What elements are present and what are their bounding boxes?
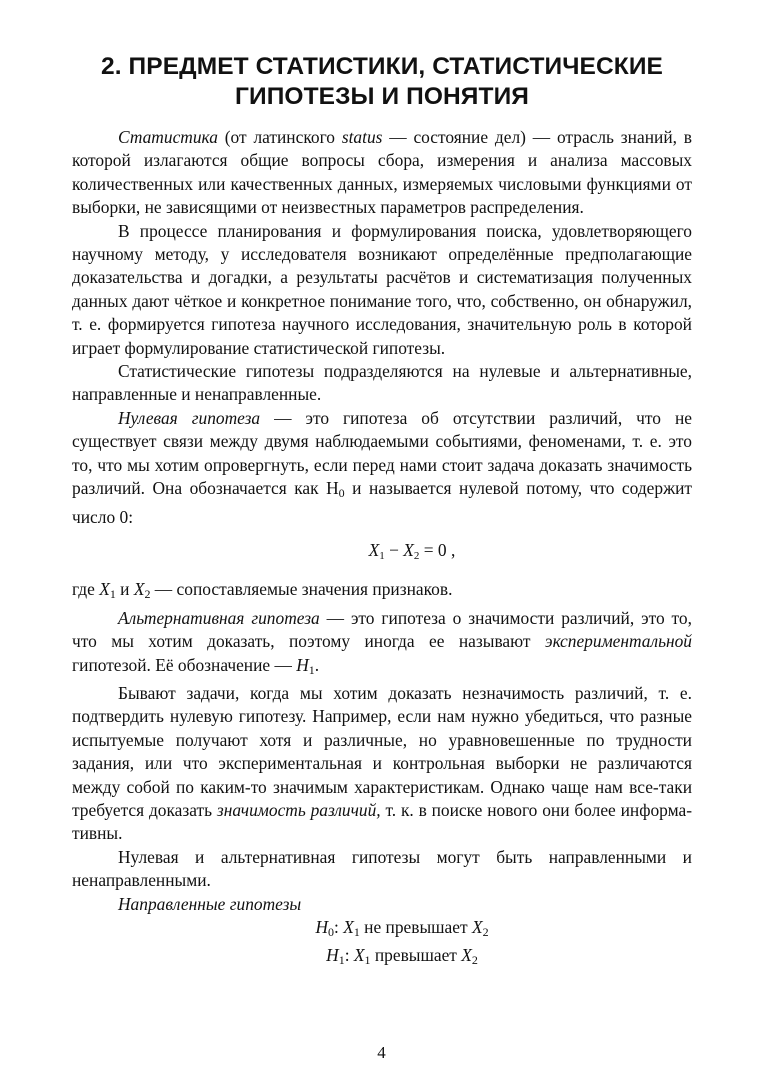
text-fragment: и называется нулевой потому, что содержит число 0: <box>72 478 693 527</box>
formula-var: X <box>461 945 472 966</box>
term-alternative-hypothesis: Альтернативная гипотеза <box>118 607 320 628</box>
subscript: 1 <box>308 662 315 677</box>
subscript: 2 <box>471 953 478 968</box>
formula-null <box>72 539 692 568</box>
paragraph-alternative-hypothesis <box>72 607 692 682</box>
text-fragment: не превышает <box>359 917 472 937</box>
directed-hypotheses-heading <box>72 893 692 916</box>
text-fragment: — это гипотеза об отсутствии различий, что не существует связи между двумя наблюдаемыми событиями, феноменами, т. е. это то, что мы хотим опровергнуть, если перед нами стоит задача доказать значимость различий. Она обозначается как H <box>72 407 692 499</box>
text-fragment: — сопоставляемые значения признаков. <box>150 579 453 600</box>
formula-var: H <box>296 654 309 675</box>
text-fragment: — состояние дел) — отрасль знаний, в которой излагаются общие вопросы сбора, измерения и анализа массовых количественных или качественных данных, измеряемых числовыми функциями от выборки, не зависящими от неизвестных параметров распределения. <box>72 127 693 218</box>
chapter-title-line-1: 2. ПРЕДМЕТ СТАТИСТИКИ, СТАТИСТИЧЕСКИЕ <box>101 53 663 80</box>
chapter-title <box>72 52 692 112</box>
text-fragment: т. к. в поиске нового они более информативны. <box>72 799 692 844</box>
formula-operator: − <box>384 539 404 560</box>
subscript: 0 <box>328 925 334 939</box>
subscript: 2 <box>413 549 420 562</box>
text-fragment: : <box>344 945 354 966</box>
formula-rhs: = 0 , <box>419 539 456 560</box>
paragraph-hypothesis-types: Статистические гипотезы подразделяются на нулевые и альтернативные, направленные и ненаправленные. <box>72 361 692 405</box>
subscript: 2 <box>144 587 151 602</box>
subscript: 1 <box>338 953 345 968</box>
term-experimental: экспериментальной <box>544 631 692 652</box>
text-fragment: превышает <box>370 945 462 966</box>
term-null-hypothesis: Нулевая гипотеза <box>118 407 261 428</box>
latin-word: status <box>341 127 383 147</box>
text-fragment: : <box>334 917 344 937</box>
formula-var: X <box>133 579 145 600</box>
subscript: 1 <box>364 953 371 968</box>
formula-var: X <box>343 917 354 937</box>
paragraph-null-hypothesis <box>72 407 692 529</box>
text-fragment: — это гипотеза о значимости различий, это то, что мы хотим доказать, поэтому иногда ее называют <box>72 607 692 652</box>
page-number: 4 <box>377 1043 386 1062</box>
formula-var: X <box>353 945 365 966</box>
formula-var: H <box>315 917 328 937</box>
formula-var: X <box>403 539 414 560</box>
text-fragment: (от латинского <box>217 127 342 147</box>
paragraph-statistics-definition <box>72 126 692 220</box>
text-fragment: и <box>115 579 134 600</box>
paragraph-directed-undirected: Нулевая и альтернативная гипотезы могут быть направленными и ненаправленными. <box>72 846 692 891</box>
term-statistics: Статистика <box>118 127 218 147</box>
formula-var: H <box>326 945 339 966</box>
paragraph-insignificance-tasks <box>72 682 692 846</box>
subscript: 1 <box>379 549 385 562</box>
subscript: 1 <box>109 587 116 602</box>
heading-text: Направленные гипотезы <box>118 893 302 914</box>
directed-h0 <box>72 916 692 944</box>
paragraph-research-hypothesis: В процессе планирования и формулирования поиска, удовлетворяющего научному методу, у исследователя возникают определённые предполагающие доказательства и догадки, а результаты расчётов и систематизация полученных данных дают чёткое и конкретное понимание того, что, собственно, он обнаружил, т. е. формируется гипотеза научного исследования, значительную роль в которой играет формулирование статистической гипотезы. <box>72 220 692 358</box>
subscript: 1 <box>353 925 360 939</box>
formula-var: X <box>368 539 380 560</box>
subscript: 2 <box>482 925 489 939</box>
paragraph-formula-explanation <box>72 578 692 606</box>
chapter-title-line-2: ГИПОТЕЗЫ И ПОНЯТИЯ <box>235 83 529 110</box>
text-fragment: . <box>314 654 320 675</box>
term-significance: значимость различий, <box>216 799 381 820</box>
text-fragment: Бывают задачи, когда мы хотим доказать незначимость различий, т. е. подтвердить нулевую гипотезу. Например, если нам нужно убедиться, что разные испытуемые получают хотя и различные, но уравновешенные по трудности задания, или что экспериментальная и контрольная выборки не различаются между собой по каким-то значимым характеристикам. Однако чаще нам все-таки требуется доказать <box>72 682 692 820</box>
subscript: 0 <box>338 486 345 501</box>
formula-var: X <box>471 917 483 937</box>
document-page <box>72 52 692 973</box>
formula-var: X <box>99 579 110 600</box>
directed-h1 <box>72 944 692 972</box>
text-fragment: где <box>72 579 100 600</box>
text-fragment: гипотезой. Её обозначение — <box>72 654 297 675</box>
